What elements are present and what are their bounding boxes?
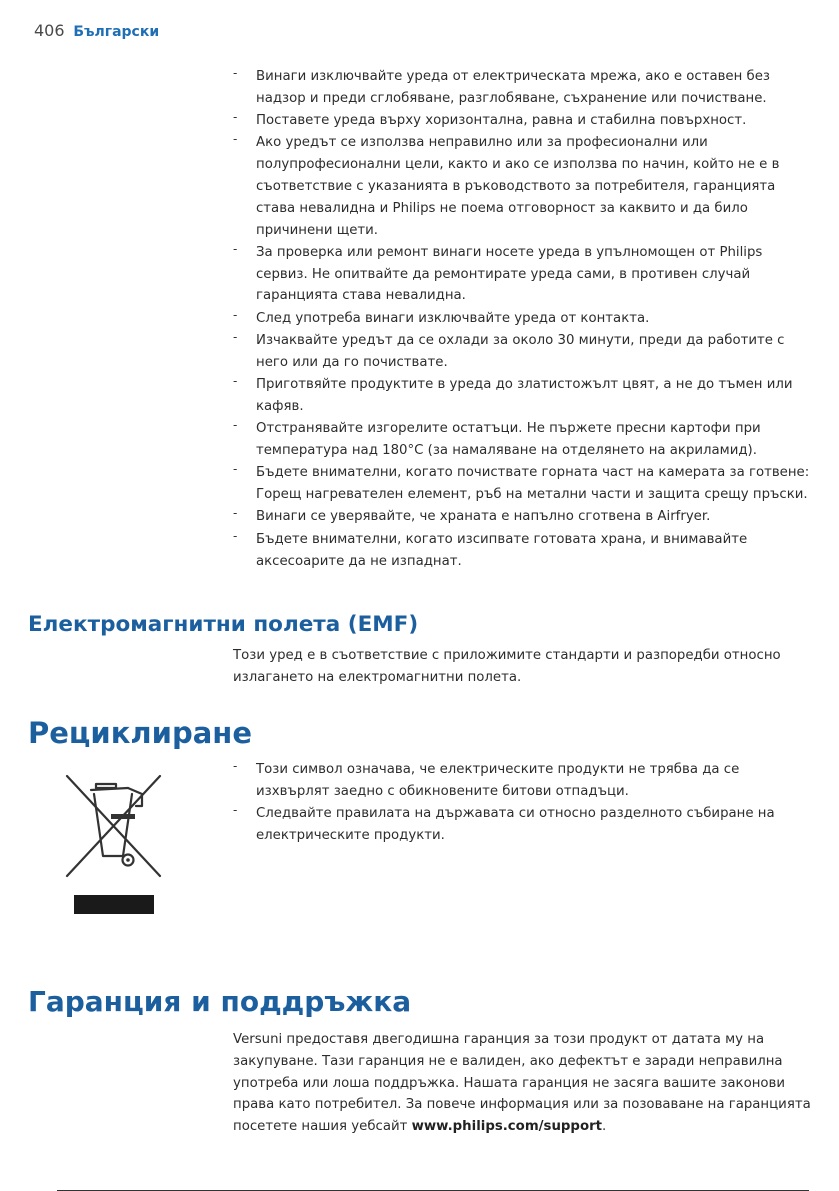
- list-item: - Винаги изключвайте уреда от електрическата мрежа, ако е оставен без надзор и преди сглобяване, разглобяване, съхранение или почистване.: [233, 66, 813, 110]
- list-item: - Изчаквайте уредът да се охлади за около 30 минути, преди да работите с него или да го почиствате.: [233, 330, 813, 374]
- emf-heading: Електромагнитни полета (EMF): [28, 612, 419, 637]
- list-item: - Бъдете внимателни, когато почиствате горната част на камерата за готвене: Горещ нагревателен елемент, ръб на метални части и защита срещу пръски.: [233, 462, 813, 506]
- list-item: - Следвайте правилата на държавата си относно разделното събиране на електрическите продукти.: [233, 803, 813, 847]
- recycling-list: [233, 759, 813, 847]
- warranty-heading: Гаранция и поддръжка: [28, 985, 412, 1018]
- list-item: - След употреба винаги изключвайте уреда от контакта.: [233, 308, 813, 330]
- list-item: - Отстранявайте изгорелите остатъци. Не пържете пресни картофи при температура над 180°C (за намаляване на отделянето на акриламид).: [233, 418, 813, 462]
- list-item: - Приготвяйте продуктите в уреда до златистожълт цвят, а не до тъмен или кафяв.: [233, 374, 813, 418]
- list-item: - Бъдете внимателни, когато изсипвате готовата храна, и внимавайте аксесоарите да не изпаднат.: [233, 529, 813, 573]
- warranty-paragraph: [233, 1029, 813, 1138]
- list-item: - За проверка или ремонт винаги носете уреда в упълномощен от Philips сервиз. Не опитвайте да ремонтирате уреда сами, в противен случай гаранцията става невалидна.: [233, 242, 813, 307]
- page-header: [34, 20, 159, 43]
- list-item: - Поставете уреда върху хоризонтална, равна и стабилна повърхност.: [233, 110, 813, 132]
- language-label: Български: [73, 24, 160, 40]
- list-item: - Този символ означава, че електрическите продукти не трябва да се изхвърлят заедно с обикновените битови отпадъци.: [233, 759, 813, 803]
- recycling-section: [233, 759, 813, 847]
- list-item: - Винаги се уверявайте, че храната е напълно сготвена в Airfryer.: [233, 506, 813, 528]
- safety-list: [233, 66, 813, 572]
- emf-text: Този уред е в съответствие с приложимите стандарти и разпоредби относно излагането на електромагнитни полета.: [233, 648, 781, 685]
- safety-section: [233, 66, 813, 573]
- recycling-heading: Рециклиране: [28, 716, 253, 750]
- page-number: 406: [34, 21, 65, 40]
- warranty-period: .: [602, 1119, 607, 1135]
- support-link[interactable]: www.philips.com/support: [411, 1119, 602, 1135]
- weee-crossed-bin-icon: [62, 772, 162, 917]
- warranty-text: Versuni предоставя двегодишна гаранция за този продукт от датата му на закупуване. Тази гаранция не е валиден, ако дефектът е заради неправилна употреба или лоша поддръжка. Нашата гаранция не засяга вашите законови права като потребител. За повече информация или за позоваване на гаранцията посетете нашия уебсайт: [233, 1032, 811, 1135]
- list-item: - Ако уредът се използва неправилно или за професионални или полупрофесионални цели, както и ако се използва по начин, който не е в съответствие с указанията в ръководството за потребителя, гаранцията става невалидна и Philips не поема отговорност за каквито и да било причинени щети.: [233, 132, 813, 241]
